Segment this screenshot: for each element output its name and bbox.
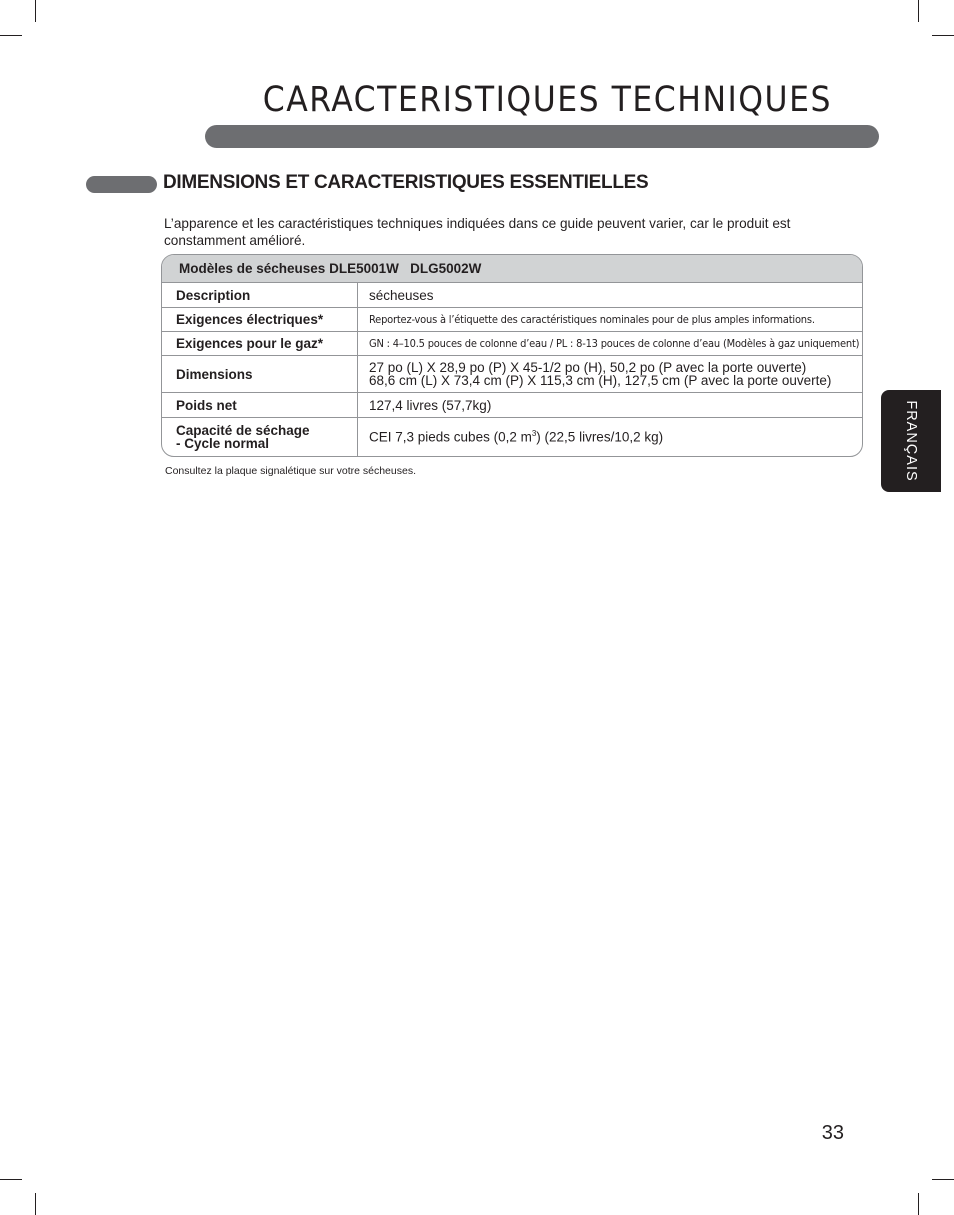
row-value	[357, 417, 862, 456]
crop-mark	[35, 0, 36, 22]
row-value-line: 68,6 cm (L) X 73,4 cm (P) X 115,3 cm (H), 127,5 cm (P avec la porte ouverte)	[369, 373, 832, 388]
row-label: Exigences pour le gaz*	[162, 331, 357, 355]
section-pill	[86, 176, 157, 193]
row-label: Poids net	[162, 392, 357, 417]
table-row	[162, 331, 862, 355]
table-row	[162, 282, 862, 307]
row-value: sécheuses	[357, 282, 862, 307]
row-label: Exigences électriques*	[162, 307, 357, 331]
superscript: 3	[531, 429, 537, 439]
language-tab	[881, 390, 941, 492]
table-row	[162, 392, 862, 417]
crop-mark	[35, 1193, 36, 1215]
title-bar	[205, 125, 879, 148]
row-label-line: - Cycle normal	[176, 436, 270, 451]
intro-paragraph: L’apparence et les caractéristiques techniques indiquées dans ce guide peuvent varier, car le produit est constamment amélioré.	[164, 216, 791, 248]
row-label: Description	[162, 282, 357, 307]
footnote: Consultez la plaque signalétique sur votre sécheuses.	[165, 465, 416, 477]
row-label: Dimensions	[162, 355, 357, 392]
row-value-text: ) (22,5 livres/10,2 kg)	[536, 429, 664, 445]
table-row	[162, 307, 862, 331]
row-value: 127,4 livres (57,7kg)	[357, 392, 862, 417]
page-number: 33	[821, 1122, 844, 1144]
section-heading: DIMENSIONS ET CARACTERISTIQUES ESSENTIELLES	[163, 172, 649, 193]
crop-mark	[918, 1193, 919, 1215]
row-value-text: CEI 7,3 pieds cubes (0,2 m	[369, 429, 532, 445]
language-label: FRANÇAIS	[903, 400, 919, 482]
crop-mark	[932, 1179, 954, 1180]
crop-mark	[0, 1179, 22, 1180]
crop-mark	[0, 35, 22, 36]
table-row	[162, 355, 862, 392]
table-row	[162, 417, 862, 456]
row-label-line: Capacité de séchage	[176, 423, 310, 438]
row-value-line: 27 po (L) X 28,9 po (P) X 45-1/2 po (H), 50,2 po (P avec la porte ouverte)	[369, 360, 807, 375]
crop-mark	[932, 35, 954, 36]
page-title: CARACTERISTIQUES TECHNIQUES	[262, 80, 832, 120]
row-label	[162, 417, 357, 456]
table-header: Modèles de sécheuses DLE5001W DLG5002W	[162, 255, 862, 282]
row-value: GN : 4–10.5 pouces de colonne d’eau / PL : 8-13 pouces de colonne d’eau (Modèles à gaz uniquement)	[357, 331, 862, 355]
row-value	[357, 355, 862, 392]
spec-table	[161, 254, 863, 457]
row-value: Reportez-vous à l’étiquette des caractéristiques nominales pour de plus amples informations.	[357, 307, 862, 331]
table-header-row	[162, 255, 862, 282]
crop-mark	[918, 0, 919, 22]
